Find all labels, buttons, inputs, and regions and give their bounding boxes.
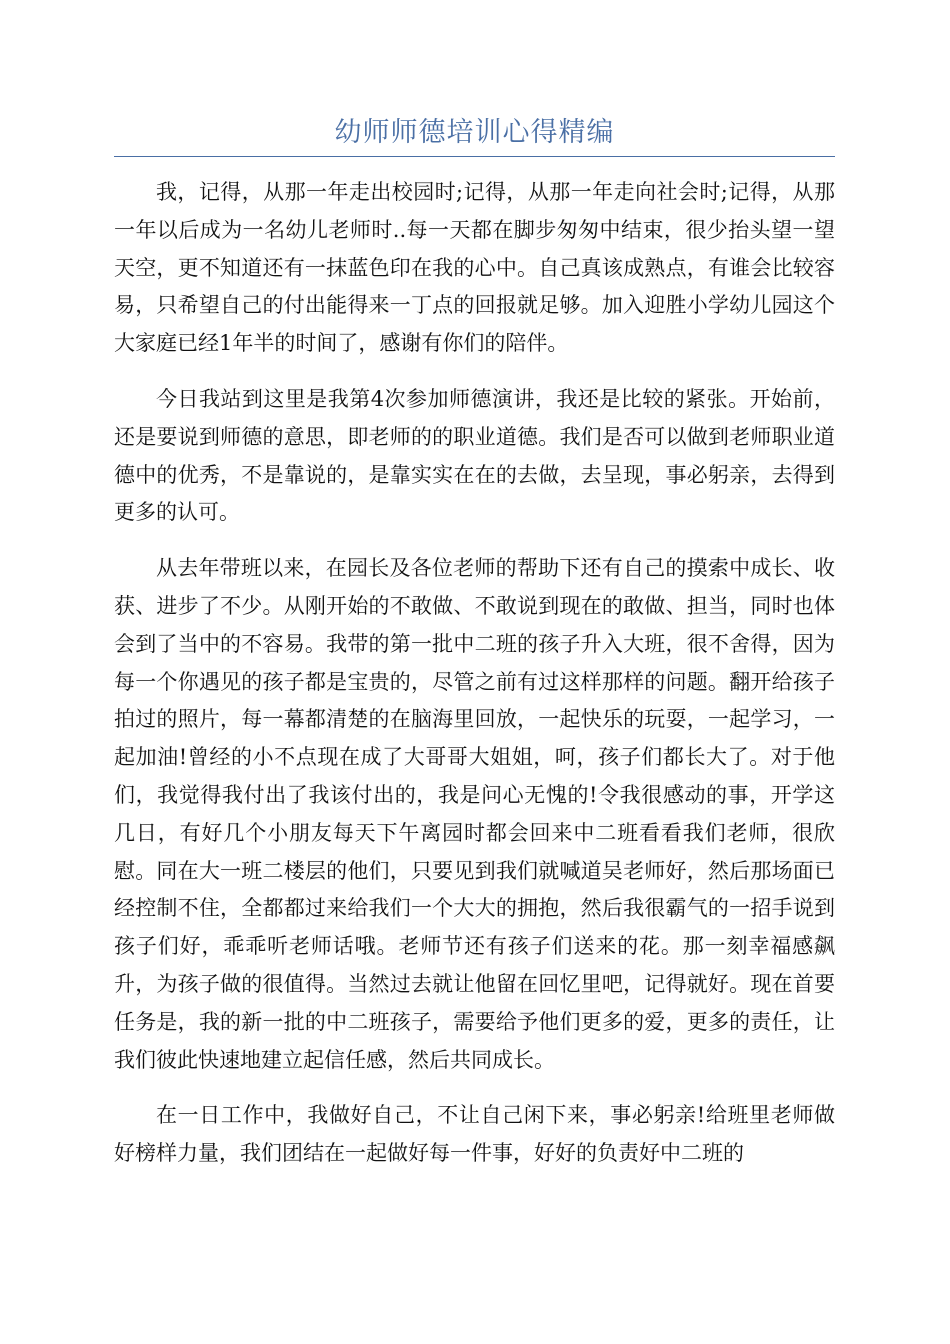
paragraph-3: 从去年带班以来，在园长及各位老师的帮助下还有自己的摸索中成长、收获、进步了不少。从刚开始的不敢做、不敢说到现在的敢做、担当，同时也体会到了当中的不容易。我带的第一批中二班的孩子升入大班，很不舍得，因为每一个你遇见的孩子都是宝贵的，尽管之前有过这样那样的问题。翻开给孩子拍过的照片，每一幕都清楚的在脑海里回放，一起快乐的玩耍，一起学习，一起加油!曾经的小不点现在成了大哥哥大姐姐，呵，孩子们都长大了。对于他们，我觉得我付出了我该付出的，我是问心无愧的!令我很感动的事，开学这几日，有好几个小朋友每天下午离园时都会回来中二班看看我们老师，很欣慰。同在大一班二楼层的他们，只要见到我们就喊道吴老师好，然后那场面已经控制不住，全都都过来给我们一个大大的拥抱，然后我很霸气的一招手说到孩子们好，乖乖听老师话哦。老师节还有孩子们送来的花。那一刻幸福感飙升，为孩子做的很值得。当然过去就让他留在回忆里吧，记得就好。现在首要任务是，我的新一批的中二班孩子，需要给予他们更多的爱，更多的责任，让我们彼此快速地建立起信任感，然后共同成长。: [114, 556, 835, 1072]
document-title: 幼师师德培训心得精编: [334, 117, 615, 148]
paragraph-4: 在一日工作中，我做好自己，不让自己闲下来，事必躬亲!给班里老师做好榜样力量，我们团结在一起做好每一件事，好好的负责好中二班的: [114, 1103, 835, 1166]
title-block: [114, 112, 835, 157]
paragraph-2: 今日我站到这里是我第4次参加师德演讲，我还是比较的紧张。开始前，还是要说到师德的意思，即老师的的职业道德。我们是否可以做到老师职业道德中的优秀，不是靠说的，是靠实实在在的去做，去呈现，事必躬亲，去得到更多的认可。: [114, 386, 835, 525]
paragraph-1: 我，记得，从那一年走出校园时;记得，从那一年走向社会时;记得，从那一年以后成为一名幼儿老师时..每一天都在脚步匆匆中结束，很少抬头望一望天空，更不知道还有一抹蓝色印在我的心中。自己真该成熟点，有谁会比较容易，只希望自己的付出能得来一丁点的回报就足够。加入迎胜小学幼儿园这个大家庭已经1年半的时间了，感谢有你们的陪伴。: [114, 180, 835, 356]
document-body: [114, 174, 835, 1191]
